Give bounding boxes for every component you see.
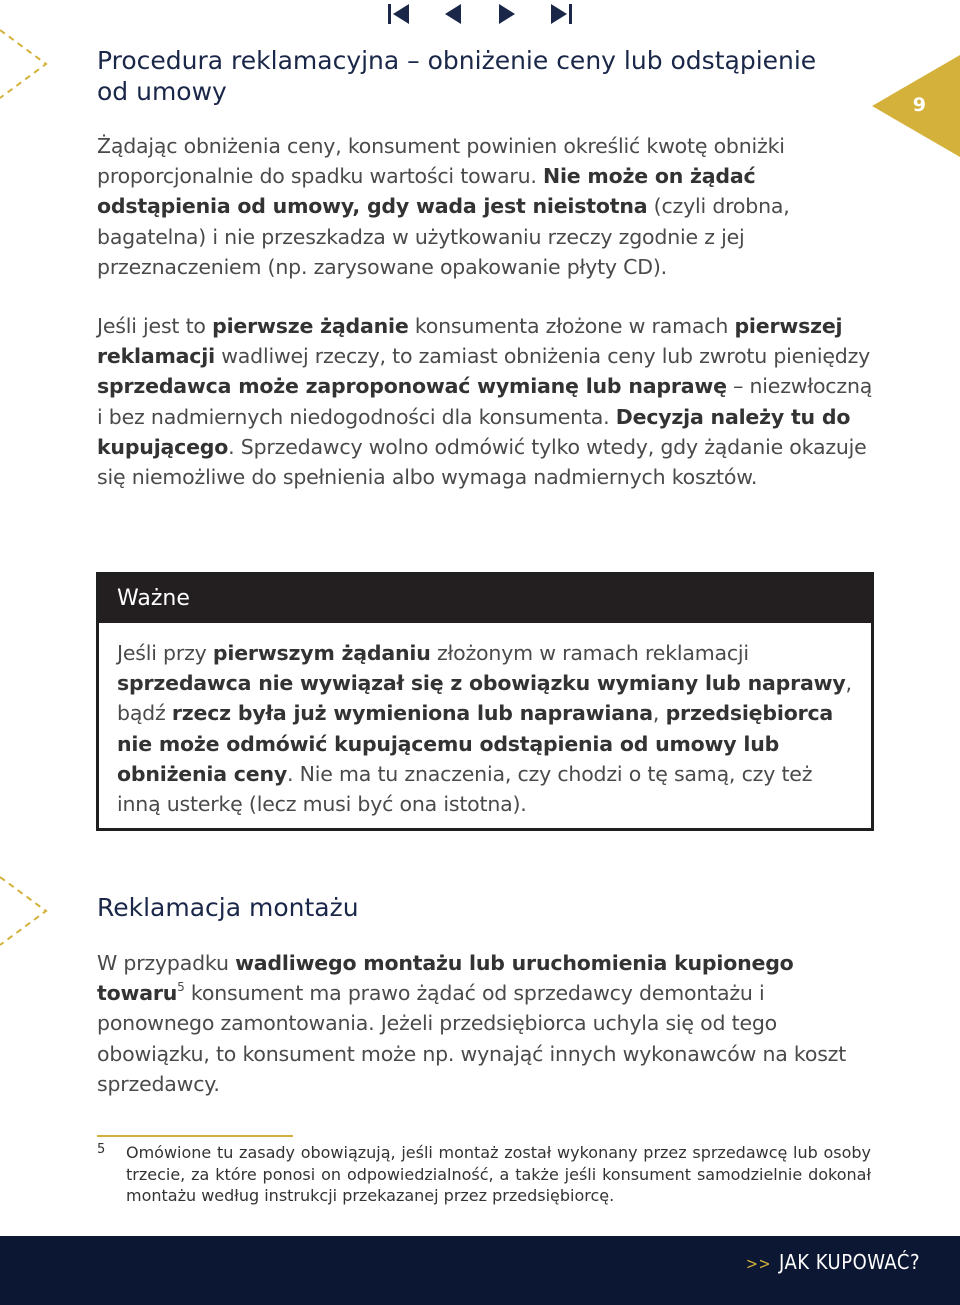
footnote-number: 5 xyxy=(97,1142,106,1157)
page-number: 9 xyxy=(912,94,926,116)
section-title-price-reduction: Procedura reklamacyjna – obniżenie ceny lub odstąpienie od umowy xyxy=(97,46,817,106)
footer-bar xyxy=(0,1236,960,1305)
important-notice-header: Ważne xyxy=(99,575,871,623)
important-notice-box xyxy=(96,572,874,831)
paragraph-price-reduction: Żądając obniżenia ceny, konsument powinien określić kwotę obniżki proporcjonalnie do spadku wartości towaru. Nie może on żądać odstąpienia od umowy, gdy wada jest nieistotna (czyli drobna, bagatelna) i nie przeszkadza w użytkowaniu rzeczy zgodnie z jej przeznaczeniem (np. zarysowane opakowanie płyty CD). xyxy=(97,134,790,279)
last-page-icon[interactable] xyxy=(549,4,573,24)
page-navigation xyxy=(385,0,575,28)
footnote-divider xyxy=(97,1135,293,1137)
footnote-reference: 5 xyxy=(177,980,185,995)
dashed-chevron-decoration-top xyxy=(0,25,50,103)
first-page-icon[interactable] xyxy=(387,4,411,24)
footer-section-label[interactable]: >> JAK KUPOWAĆ? xyxy=(745,1250,920,1274)
previous-page-icon[interactable] xyxy=(443,4,463,24)
paragraph-first-demand: Jeśli jest to pierwsze żądanie konsumenta złożone w ramach pierwszej reklamacji wadliwej rzeczy, to zamiast obniżenia ceny lub zwrotu pieniędzy sprzedawca może zaproponować wymianę lub naprawę – niezwłoczną i bez nadmiernych niedogodności dla konsumenta. Decyzja należy tu do kupującego. Sprzedawcy wolno odmówić tylko wtedy, gdy żądanie okazuje się niemożliwe do spełnienia albo wymaga nadmiernych kosztów. xyxy=(97,314,873,490)
next-page-icon[interactable] xyxy=(497,4,517,24)
paragraph-assembly: W przypadku wadliwego montażu lub uruchomienia kupionego towaru$^5$ konsument ma prawo żądać od sprzedawcy demontażu i ponownego zamontowania. Jeżeli przedsiębiorca uchyla się od tego obowiązku, to konsument może np. wynająć innych wykonawców na koszt sprzedawcy. xyxy=(97,951,847,1096)
dashed-chevron-decoration-bottom xyxy=(0,872,50,950)
footnote-text: Omówione tu zasady obowiązują, jeśli montaż został wykonany przez sprzedawcę lub osoby trzecie, za które ponosi on odpowiedzialność, a także jeśli konsument samodzielnie dokonał montażu według instrukcji przekazanej przez przedsiębiorcę. xyxy=(126,1143,871,1205)
important-notice-text: Jeśli przy pierwszym żądaniu złożonym w ramach reklamacji sprzedawca nie wywiązał się z obowiązku wymiany lub naprawy, bądź rzecz była już wymieniona lub naprawiana, przedsiębiorca nie może odmówić kupującemu odstąpienia od umowy lub obniżenia ceny. Nie ma tu znaczenia, czy chodzi o tę samą, czy też inną usterkę (lecz musi być ona istotna). xyxy=(117,641,852,817)
double-chevron-icon: >> xyxy=(745,1254,772,1273)
section-title-assembly: Reklamacja montażu xyxy=(97,893,359,922)
